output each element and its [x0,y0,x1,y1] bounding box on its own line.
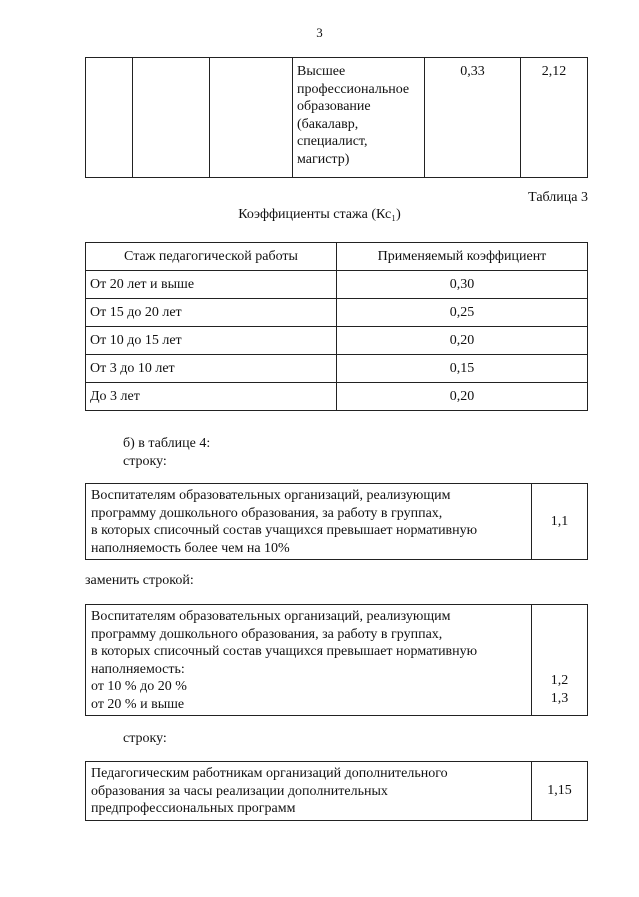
column-header: Стаж педагогической работы [86,243,337,271]
new-row-box [85,604,588,716]
additional-row-box [85,761,588,821]
coefficient-cell-2: 2,12 [521,58,588,178]
row-text: Воспитателям образовательных организаций, реализующим программу дошкольного образования, за работу в группах, в которых списочный состав учащихся превышает нормативную наполняемость более чем на 10% [86,484,532,560]
top-table-fragment [85,57,588,178]
seniority-label: От 15 до 20 лет [86,299,337,327]
seniority-coefficients-table [85,242,588,411]
empty-cell [210,58,293,178]
table-row [86,383,588,411]
seniority-label: До 3 лет [86,383,337,411]
section-b-intro: б) в таблице 4: [123,436,211,451]
empty-cell [86,58,133,178]
coefficient-value: 0,20 [337,327,588,355]
replace-label: заменить строкой: [85,573,194,588]
seniority-label: От 3 до 10 лет [86,355,337,383]
section-b-line: строку: [123,454,167,469]
row-coefficient: 1,15 [532,762,588,821]
education-level-cell: Высшее профессиональное образование (бакалавр, специалист, магистр) [293,58,425,178]
table-row [86,299,588,327]
old-row-box [85,483,588,560]
seniority-label: От 20 лет и выше [86,271,337,299]
coefficient-cell-1: 0,33 [425,58,521,178]
table-row [86,355,588,383]
table-row [86,327,588,355]
row-coefficient: 1,2 1,3 [532,605,588,716]
column-header: Применяемый коэффициент [337,243,588,271]
table-row [86,271,588,299]
section-b-line: строку: [123,731,167,746]
row-coefficient: 1,1 [532,484,588,560]
empty-cell [133,58,210,178]
table-header-row [86,243,588,271]
coefficient-value: 0,15 [337,355,588,383]
table-label: Таблица 3 [528,190,588,205]
seniority-label: От 10 до 15 лет [86,327,337,355]
coefficient-value: 0,20 [337,383,588,411]
coefficient-value: 0,25 [337,299,588,327]
table-title: Коэффициенты стажа (Кс₁) [238,207,401,222]
row-text: Педагогическим работникам организаций дополнительного образования за часы реализации дополнительных предпрофессиональных программ [86,762,532,821]
row-text: Воспитателям образовательных организаций, реализующим программу дошкольного образования, за работу в группах, в которых списочный состав учащихся превышает нормативную наполняемость: от 10 % до 20 % от 20 % и выше [86,605,532,716]
coefficient-value: 0,30 [337,271,588,299]
page-number: 3 [316,25,323,40]
